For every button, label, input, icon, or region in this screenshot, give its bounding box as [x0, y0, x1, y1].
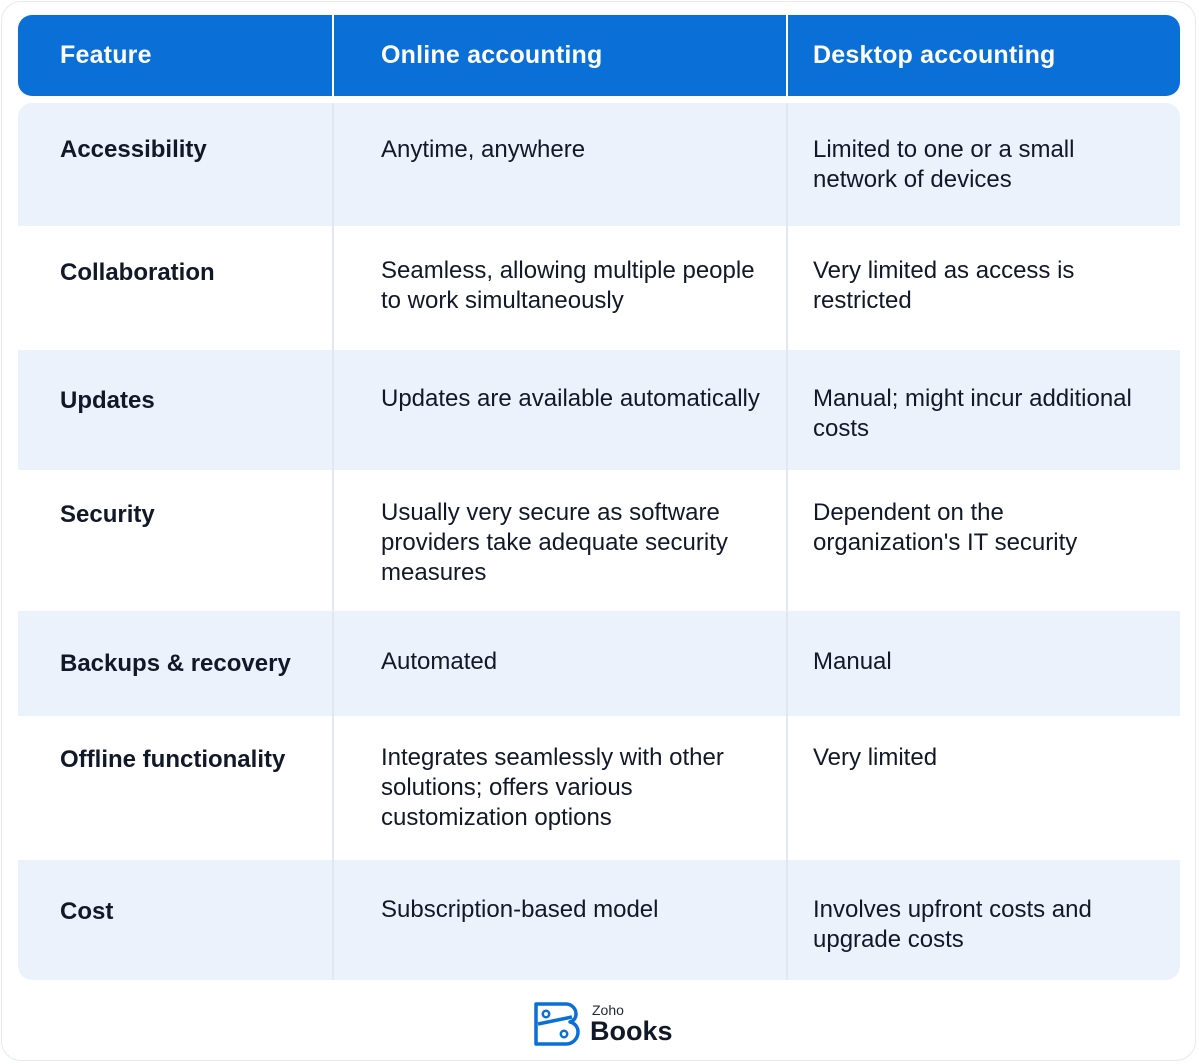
feature-cell: Accessibility: [60, 136, 207, 163]
column-divider: [332, 103, 334, 980]
desktop-cell: Dependent on the organization's IT security: [813, 499, 1078, 556]
header-divider: [332, 15, 334, 96]
zoho-books-logo-icon: [532, 1000, 582, 1050]
zoho-books-logo: [532, 1000, 682, 1050]
online-cell: Anytime, anywhere: [381, 136, 586, 163]
desktop-cell: Involves upfront costs and upgrade costs: [813, 896, 1092, 953]
header-divider: [786, 15, 788, 96]
desktop-cell: Very limited as access is restricted: [813, 257, 1075, 314]
online-cell: Automated: [381, 648, 498, 675]
online-cell: Usually very secure as software providers take adequate security measures: [381, 499, 728, 586]
online-cell: Integrates seamlessly with other solutions; offers various customization options: [381, 744, 724, 831]
logo-brand-text: Zoho: [592, 1002, 624, 1018]
comparison-table: [18, 103, 1180, 980]
online-cell: Updates are available automatically: [381, 385, 760, 412]
desktop-cell: Limited to one or a small network of devices: [813, 136, 1075, 193]
table-header: [18, 15, 1180, 96]
feature-cell: Collaboration: [60, 259, 215, 286]
header-desktop-accounting: Desktop accounting: [813, 41, 1056, 69]
table-row: [18, 103, 1180, 226]
feature-cell: Updates: [60, 387, 155, 414]
table-row: [18, 611, 1180, 716]
header-online-accounting: Online accounting: [381, 41, 603, 69]
feature-cell: Backups & recovery: [60, 650, 291, 677]
feature-cell: Security: [60, 501, 155, 528]
column-divider: [786, 103, 788, 980]
table-row: [18, 350, 1180, 470]
table-row: [18, 716, 1180, 860]
feature-cell: Offline functionality: [60, 746, 286, 773]
feature-cell: Cost: [60, 898, 114, 925]
online-cell: Subscription-based model: [381, 896, 659, 923]
online-cell: Seamless, allowing multiple people to work simultaneously: [381, 257, 755, 314]
desktop-cell: Manual; might incur additional costs: [813, 385, 1132, 442]
table-row: [18, 226, 1180, 350]
table-row: [18, 860, 1180, 980]
table-row: [18, 470, 1180, 611]
logo-product-text: Books: [590, 1016, 673, 1046]
desktop-cell: Very limited: [813, 744, 938, 771]
desktop-cell: Manual: [813, 648, 892, 675]
header-feature: Feature: [60, 41, 152, 69]
